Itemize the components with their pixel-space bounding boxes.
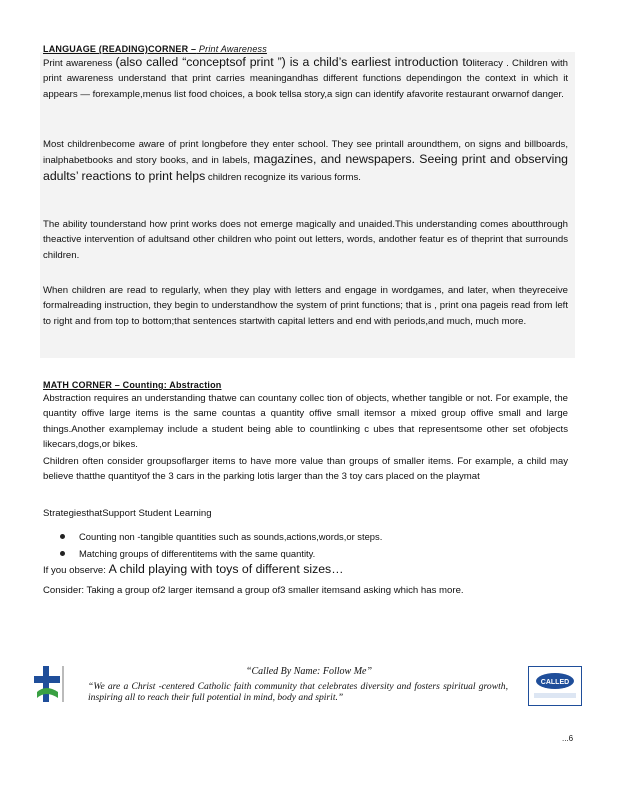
language-heading-subtitle: Print Awareness: [196, 44, 267, 54]
language-paragraph-2: Most childrenbecome aware of print longbefore they enter school. They see printall aroundthem, on signs and billboards, inalphabetbooks and story books, and in labels, magazines, and newspapers. Seeing print and observing adults’ reactions to print helps children recognize its various forms.: [43, 139, 569, 183]
math-section-heading: MATH CORNER – Counting: Abstraction: [43, 380, 222, 390]
strategies-label: StrategiesthatSupport Student Learning: [43, 508, 212, 519]
language-paragraph-3: The ability tounderstand how print works does not emerge magically and unaided.This understanding comes aboutthrough theactive intervention of adultsand other children who point out letters, words, andother featur es of theprint that surrounds children.: [43, 219, 568, 261]
svg-text:CALLED: CALLED: [540, 679, 570, 686]
language-paragraph-1: Print awareness (also called “conceptsof print ”) is a child’s earliest introduction toliteracy . Children with print awareness understand that print carries meaningandhas different functions dependingon the context in which it appears — forexample,menus list food choices, a book tellsa story,a sign can identify afavorite restaurant orwarnof danger.: [43, 55, 569, 100]
language-heading-text: LANGUAGE (READING)CORNER –: [43, 44, 197, 54]
language-section-heading: [43, 44, 267, 54]
language-paragraph-4: When children are read to regularly, when they play with letters and engage in wordgames, and later, when theyreceive formalreading instruction, they begin to understandhow the system of print functions; that is , print ona pageis read from left to right and from top to bottom;that sentences startwith capital letters and end with periods,and much, much more.: [43, 285, 568, 327]
footer-motto: “Called By Name: Follow Me”: [245, 666, 373, 677]
bullet-icon: [60, 551, 65, 556]
consider-paragraph: Consider: Taking a group of2 larger itemsand a group of3 smaller itemsand asking which has more.: [43, 585, 464, 596]
list-item: Matching groups of differentitems with the same quantity.: [60, 545, 530, 562]
footer-mission-statement: “We are a Christ -centered Catholic faith community that celebrates diversity and fosters spiritual growth, inspiring all to reach their full potential in mind, body and spirit.”: [88, 681, 508, 703]
strategies-list: [60, 528, 530, 562]
bullet-icon: [60, 534, 65, 539]
page-number: ...6: [562, 734, 574, 743]
called-badge-logo: [528, 666, 582, 706]
list-item: Counting non -tangible quantities such as sounds,actions,words,or steps.: [60, 528, 530, 545]
math-paragraph-1: Abstraction requires an understanding thatwe can countany collec tion of objects, whether tangible or not. For example, the quantity offive large items is the same countas a quantity offive small itemsor a mixed group offive small and large things.Another examplemay include a student being able to countlinking c ubes that representsome other set ofobjects likecars,dogs,or bikes.: [43, 393, 568, 451]
math-paragraph-2: Children often consider groupsoflarger items to have more value than groups of smaller items. For example, a child may believe thatthe quantityof the 3 cars in the parking lotis larger than the 3 toy cars placed on the playmat: [43, 456, 568, 483]
observe-line: If you observe: A child playing with toys of different sizes…: [43, 562, 344, 576]
